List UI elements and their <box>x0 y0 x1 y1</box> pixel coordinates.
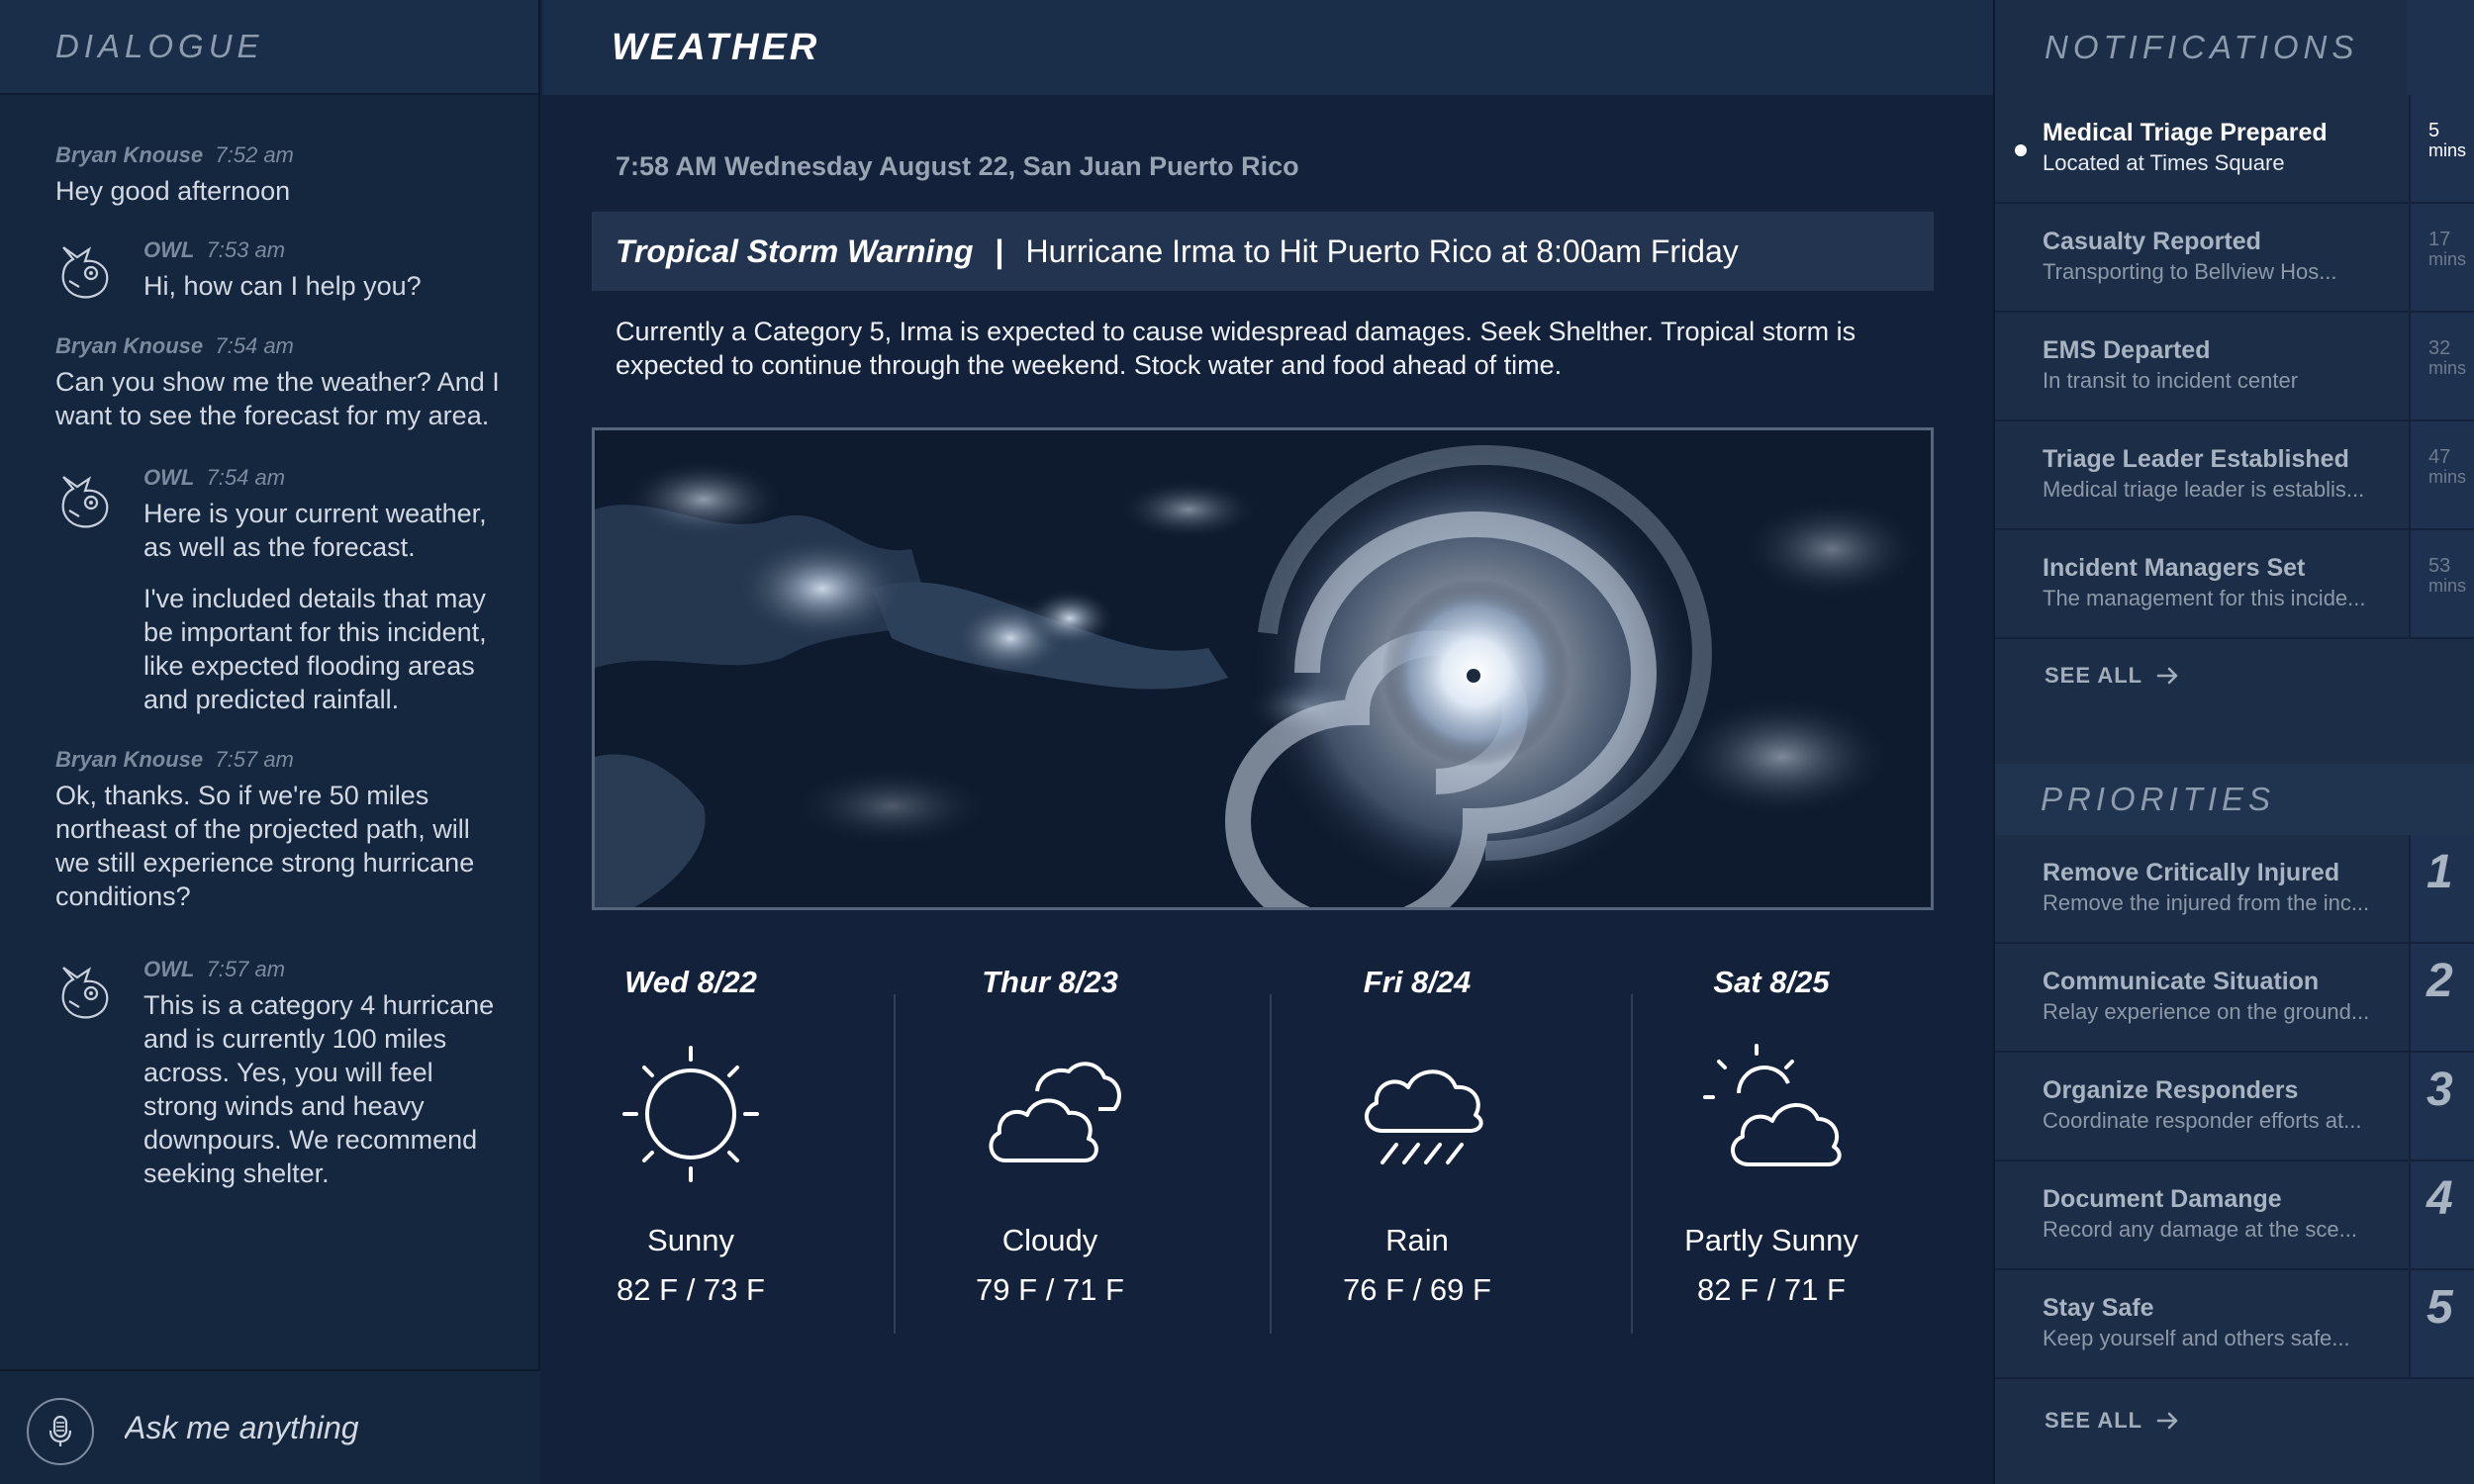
forecast-condition: Rain <box>1385 1223 1449 1257</box>
forecast-day <box>542 965 839 1308</box>
message-sender: Bryan Knouse <box>55 142 204 167</box>
chat-message-user <box>55 142 511 208</box>
notification-subtitle: Transporting to Bellview Hos... <box>2043 259 2337 284</box>
priority-item[interactable] <box>1995 1053 2474 1161</box>
notification-time: 32 mins <box>2409 313 2474 419</box>
forecast-condition: Sunny <box>647 1223 734 1257</box>
forecast-date: Sat 8/25 <box>1713 965 1830 999</box>
notification-subtitle: Medical triage leader is establis... <box>2043 477 2365 502</box>
ask-input[interactable] <box>125 1403 511 1452</box>
forecast-day <box>1623 965 1920 1308</box>
owl-avatar-icon <box>55 467 115 530</box>
priority-rank: 2 <box>2409 944 2474 1051</box>
dialogue-panel <box>0 0 540 1484</box>
message-time: 7:57 am <box>215 747 294 772</box>
notification-item[interactable] <box>1995 421 2474 530</box>
notification-time: 47 mins <box>2409 421 2474 528</box>
priority-subtitle: Keep yourself and others safe... <box>2043 1326 2350 1350</box>
message-sender: OWL <box>143 237 195 262</box>
warning-title: Tropical Storm Warning <box>616 232 974 269</box>
dialogue-header: DIALOGUE <box>0 0 538 95</box>
owl-avatar-icon <box>55 958 115 1021</box>
priorities-header: PRIORITIES <box>1995 764 2474 835</box>
notification-title: EMS Departed <box>2043 336 2211 364</box>
message-time: 7:54 am <box>206 465 286 490</box>
priority-title: Organize Responders <box>2043 1076 2299 1104</box>
forecast-divider <box>894 994 896 1334</box>
weather-panel <box>542 0 1993 1484</box>
warning-separator: | <box>995 232 1004 269</box>
arrow-right-icon <box>2156 666 2180 686</box>
warning-description: Currently a Category 5, Irma is expected to cause widespread damages. Seek Shelther. Tropical storm is expected to continue through the weekend. Stock water and food ahead of time. <box>616 317 1856 380</box>
chat-message-owl <box>143 957 515 1190</box>
sun-icon <box>617 1040 765 1188</box>
forecast-day <box>1269 965 1566 1308</box>
forecast-date: Fri 8/24 <box>1363 965 1472 999</box>
notification-time: 5 mins <box>2409 95 2474 202</box>
priority-title: Stay Safe <box>2043 1294 2154 1322</box>
notification-subtitle: Located at Times Square <box>2043 150 2285 175</box>
message-time: 7:53 am <box>206 237 286 262</box>
priority-title: Communicate Situation <box>2043 968 2320 995</box>
notification-item[interactable] <box>1995 204 2474 313</box>
message-text: Hi, how can I help you? <box>143 271 422 301</box>
notification-title: Casualty Reported <box>2043 228 2261 255</box>
priority-item[interactable] <box>1995 1270 2474 1379</box>
message-sender: Bryan Knouse <box>55 747 204 772</box>
message-sender: OWL <box>143 465 195 490</box>
forecast-condition: Cloudy <box>1001 1223 1098 1257</box>
forecast-temperature: 79 F / 71 F <box>976 1272 1124 1307</box>
satellite-image <box>592 427 1934 910</box>
forecast-condition: Partly Sunny <box>1684 1223 1858 1257</box>
warning-headline: Hurricane Irma to Hit Puerto Rico at 8:00am Friday <box>1025 232 1739 269</box>
message-time: 7:54 am <box>215 333 294 358</box>
message-text: Here is your current weather, as well as the forecast. <box>143 499 487 562</box>
priority-subtitle: Remove the injured from the inc... <box>2043 890 2370 915</box>
mic-button[interactable] <box>27 1398 94 1465</box>
rain-icon <box>1343 1040 1491 1188</box>
notification-title: Medical Triage Prepared <box>2043 119 2328 146</box>
forecast-temperature: 82 F / 73 F <box>617 1272 765 1307</box>
priority-title: Remove Critically Injured <box>2043 859 2340 886</box>
message-sender: OWL <box>143 957 195 981</box>
arrow-right-icon <box>2156 1411 2180 1431</box>
priority-rank: 4 <box>2409 1161 2474 1268</box>
notification-title: Incident Managers Set <box>2043 554 2306 582</box>
forecast-temperature: 76 F / 69 F <box>1343 1272 1491 1307</box>
notification-item[interactable] <box>1995 95 2474 204</box>
forecast-date: Wed 8/22 <box>624 965 757 999</box>
unread-indicator <box>2015 144 2027 156</box>
priority-item[interactable] <box>1995 835 2474 944</box>
chat-message-owl <box>143 237 515 303</box>
priority-subtitle: Record any damage at the sce... <box>2043 1217 2357 1242</box>
partly-sunny-icon <box>1697 1040 1846 1188</box>
forecast-temperature: 82 F / 71 F <box>1697 1272 1846 1307</box>
forecast-date: Thur 8/23 <box>982 965 1118 999</box>
hurricane-satellite-graphic <box>595 430 1931 907</box>
message-text: Hey good afternoon <box>55 176 291 206</box>
notification-title: Triage Leader Established <box>2043 445 2349 473</box>
notification-subtitle: In transit to incident center <box>2043 368 2299 393</box>
cloud-icon <box>976 1040 1124 1188</box>
priority-rank: 3 <box>2409 1053 2474 1159</box>
message-time: 7:52 am <box>215 142 294 167</box>
chat-message-user <box>55 747 511 913</box>
ask-bar <box>0 1369 540 1484</box>
priority-rank: 5 <box>2409 1270 2474 1377</box>
priority-subtitle: Relay experience on the ground... <box>2043 999 2370 1024</box>
notification-item[interactable] <box>1995 530 2474 639</box>
message-time: 7:57 am <box>206 957 286 981</box>
notifications-header <box>1995 0 2474 95</box>
chat-message-owl <box>143 465 515 716</box>
priority-title: Document Damange <box>2043 1185 2282 1213</box>
forecast-day <box>902 965 1198 1308</box>
owl-avatar-icon <box>55 237 115 301</box>
message-text: Can you show me the weather? And I want to see the forecast for my area. <box>55 367 500 430</box>
notifications-title: NOTIFICATIONS <box>2045 29 2359 65</box>
weather-header: WEATHER <box>542 0 1993 95</box>
priorities-see-all-link[interactable]: SEE ALL <box>2045 1408 2180 1434</box>
storm-warning-banner <box>592 212 1934 291</box>
notification-item[interactable] <box>1995 313 2474 421</box>
notifications-panel <box>1993 0 2474 1484</box>
message-sender: Bryan Knouse <box>55 333 204 358</box>
message-text: I've included details that may be important for this incident, like expected flooding areas and predicted rainfall. <box>143 584 487 714</box>
priority-subtitle: Coordinate responder efforts at... <box>2043 1108 2362 1133</box>
notifications-see-all-link[interactable]: SEE ALL <box>2045 663 2180 689</box>
priority-item[interactable] <box>1995 1161 2474 1270</box>
weather-datetime: 7:58 AM Wednesday August 22, San Juan Puerto Rico <box>616 151 1299 181</box>
notification-subtitle: The management for this incide... <box>2043 586 2366 610</box>
priority-rank: 1 <box>2409 835 2474 942</box>
chat-message-user <box>55 333 511 432</box>
message-text: This is a category 4 hurricane and is currently 100 miles across. Yes, you will feel strong winds and heavy downpours. We recommend seeking shelter. <box>143 990 495 1188</box>
message-text: Ok, thanks. So if we're 50 miles northeast of the projected path, will we still experience strong hurricane conditions? <box>55 781 475 911</box>
notification-time: 53 mins <box>2409 530 2474 637</box>
microphone-icon <box>46 1414 75 1449</box>
priority-item[interactable] <box>1995 944 2474 1053</box>
notification-time: 17 mins <box>2409 204 2474 311</box>
